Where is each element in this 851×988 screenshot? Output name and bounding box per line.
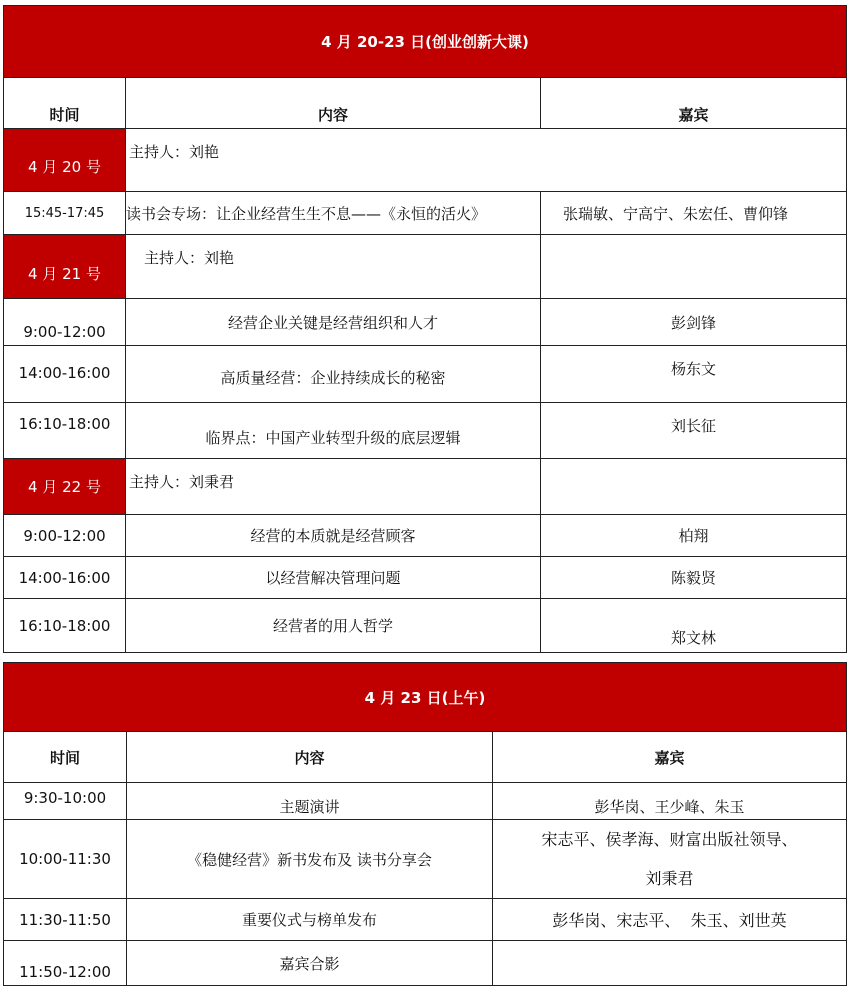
content-cell: 经营的本质就是经营顾客	[126, 515, 541, 557]
table-row	[4, 515, 847, 557]
header-content: 内容	[126, 78, 541, 129]
date-cell: 4 月 21 号	[4, 235, 126, 299]
table-row	[4, 192, 847, 235]
table-row	[4, 783, 847, 820]
time-cell: 15:45-17:45	[4, 192, 126, 235]
time-cell: 9:00-12:00	[4, 515, 126, 557]
date-cell: 4 月 22 号	[4, 459, 126, 515]
guests-cell: 彭华岗、宋志平、 朱玉、刘世英	[493, 899, 847, 941]
time-cell: 14:00-16:00	[4, 557, 126, 599]
table-row	[4, 403, 847, 459]
content-cell: 嘉宾合影	[127, 941, 493, 986]
table-row	[4, 557, 847, 599]
guests-cell: 陈毅贤	[541, 557, 847, 599]
empty-cell	[541, 459, 847, 515]
guests-cell: 刘长征	[541, 403, 847, 459]
table-row	[4, 599, 847, 653]
guests-line-2: 刘秉君	[645, 869, 694, 888]
content-cell: 经营企业关键是经营组织和人才	[126, 299, 541, 346]
host-cell: 主持人：刘艳	[126, 235, 541, 299]
time-cell: 16:10-18:00	[4, 599, 126, 653]
host-cell: 主持人：刘艳	[126, 129, 847, 192]
table-row	[4, 299, 847, 346]
guests-cell: 彭华岗、王少峰、朱玉	[493, 783, 847, 820]
header-time: 时间	[4, 732, 127, 783]
guests-cell	[493, 820, 847, 899]
content-cell: 以经营解决管理问题	[126, 557, 541, 599]
empty-cell	[541, 235, 847, 299]
schedule-table-apr20-23	[3, 5, 847, 653]
content-cell: 读书会专场：让企业经营生生不息——《永恒的活火》	[126, 192, 541, 235]
section-title: 4 月 23 日(上午)	[4, 663, 847, 732]
header-guests: 嘉宾	[493, 732, 847, 783]
guests-cell: 柏翔	[541, 515, 847, 557]
time-cell: 9:00-12:00	[4, 299, 126, 346]
schedule-table-apr23	[3, 662, 847, 986]
header-guests: 嘉宾	[541, 78, 847, 129]
content-cell: 临界点：中国产业转型升级的底层逻辑	[126, 403, 541, 459]
guests-cell	[493, 941, 847, 986]
time-cell: 11:30-11:50	[4, 899, 127, 941]
header-row	[4, 78, 847, 129]
header-row	[4, 732, 847, 783]
guests-cell: 杨东文	[541, 346, 847, 403]
host-cell: 主持人：刘秉君	[126, 459, 541, 515]
day-row	[4, 459, 847, 515]
guests-cell: 张瑞敏、宁高宁、朱宏任、曹仰锋	[541, 192, 847, 235]
content-cell: 《稳健经营》新书发布及 读书分享会	[127, 820, 493, 899]
time-cell: 16:10-18:00	[4, 403, 126, 459]
content-cell: 经营者的用人哲学	[126, 599, 541, 653]
guests-cell: 彭剑锋	[541, 299, 847, 346]
banner-row	[4, 6, 847, 78]
content-cell: 主题演讲	[127, 783, 493, 820]
header-time: 时间	[4, 78, 126, 129]
time-cell: 11:50-12:00	[4, 941, 127, 986]
day-row	[4, 129, 847, 192]
content-cell: 高质量经营：企业持续成长的秘密	[126, 346, 541, 403]
time-cell: 10:00-11:30	[4, 820, 127, 899]
day-row	[4, 235, 847, 299]
guests-cell: 郑文林	[541, 599, 847, 653]
section-title: 4 月 20-23 日(创业创新大课)	[4, 6, 847, 78]
table-row	[4, 941, 847, 986]
table-row	[4, 899, 847, 941]
header-content: 内容	[127, 732, 493, 783]
guests-line-1: 宋志平、侯孝海、财富出版社领导、	[541, 830, 798, 849]
date-cell: 4 月 20 号	[4, 129, 126, 192]
table-row	[4, 820, 847, 899]
time-cell: 14:00-16:00	[4, 346, 126, 403]
time-cell: 9:30-10:00	[4, 783, 127, 820]
content-cell: 重要仪式与榜单发布	[127, 899, 493, 941]
table-row	[4, 346, 847, 403]
banner-row	[4, 663, 847, 732]
